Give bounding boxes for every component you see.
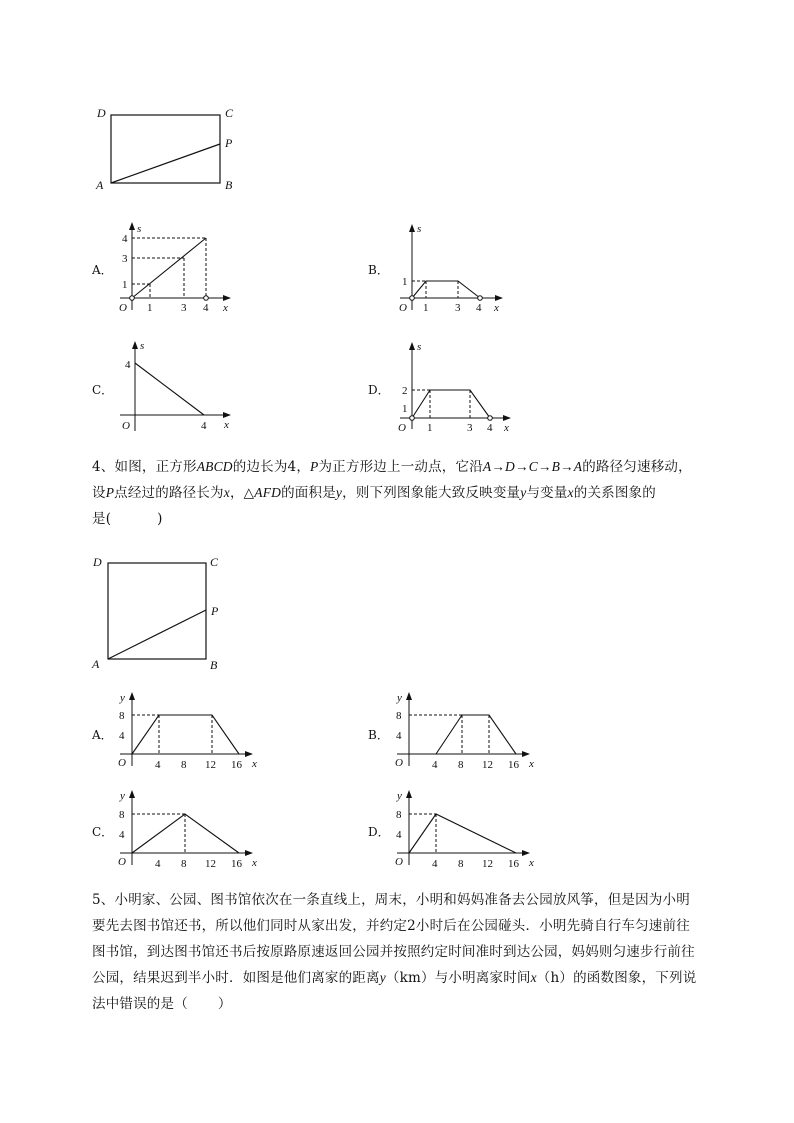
text-run: 小明家、公园、图书馆依次在一条直线上，周末，小明和妈妈准备去公园放风筝，但是因为小明 (114, 892, 690, 908)
origin-label: O (399, 302, 407, 314)
tick-x-1: 1 (427, 422, 433, 434)
q4-option-a-graph (110, 688, 270, 778)
question-number: 4、 (92, 459, 115, 475)
tick-y-1: 1 (122, 279, 128, 291)
tick-x-8: 8 (181, 759, 187, 771)
y-axis-label: y (120, 692, 125, 704)
vertex-a: A (96, 178, 104, 192)
tick-x-12: 12 (205, 858, 216, 870)
x-axis-arrow-icon (495, 295, 503, 301)
q4-option-d-label[interactable]: D． (368, 825, 390, 839)
y-axis-label: y (397, 692, 402, 704)
text-run: ，△ (229, 485, 255, 501)
x-axis-arrow-icon (522, 751, 530, 757)
q4-option-c-graph (110, 786, 270, 876)
y-axis-arrow-icon (406, 790, 412, 798)
origin-label: O (398, 422, 406, 434)
y-axis-arrow-icon (129, 692, 135, 700)
open-point-x4 (204, 296, 209, 301)
square-abcd (108, 563, 206, 659)
question-number: 5、 (92, 892, 115, 908)
tick-x-16: 16 (231, 759, 242, 771)
text-run: 点经过的路径长为 (114, 485, 224, 501)
x-axis-arrow-icon (245, 751, 253, 757)
math-y: y (520, 485, 527, 500)
tick-x-1: 1 (423, 302, 429, 314)
math-y: y (379, 970, 386, 985)
y-axis-arrow-icon (409, 342, 415, 350)
x-axis-label: x (252, 758, 257, 770)
y-axis-label: y (397, 790, 402, 802)
q3-option-d-graph (390, 335, 520, 440)
tick-x-12: 12 (482, 858, 493, 870)
tick-x-4: 4 (203, 302, 209, 314)
text-run: 与变量 (526, 485, 568, 501)
vertex-b: B (210, 658, 218, 672)
x-axis-label: x (504, 422, 509, 434)
text-run: 的关系图象的 (573, 485, 656, 501)
graph-segment (132, 238, 206, 298)
math-p: P (105, 485, 115, 500)
q4-option-a-label[interactable]: A． (92, 728, 113, 742)
tick-y-4: 4 (125, 359, 131, 371)
text-run: （km）与小明离家时间 (385, 970, 531, 986)
math-x: x (567, 485, 574, 500)
graph-trapezoid (412, 281, 480, 298)
x-axis-label: x (529, 857, 534, 869)
tick-x-16: 16 (231, 858, 242, 870)
tick-x-8: 8 (458, 759, 464, 771)
q3-option-b-label[interactable]: B． (368, 263, 389, 277)
rectangle-abcd (111, 115, 220, 183)
q3-option-d-label[interactable]: D． (368, 383, 390, 397)
segment-ap (108, 610, 206, 659)
y-axis-label: y (120, 790, 125, 802)
x-axis-label: x (223, 302, 228, 314)
math-y: y (335, 485, 343, 500)
tick-x-4: 4 (155, 759, 161, 771)
tick-y-2: 2 (402, 385, 408, 397)
tick-y-1: 1 (402, 403, 408, 415)
q3-option-a-label[interactable]: A． (92, 263, 113, 277)
y-axis-label: s (137, 223, 142, 235)
y-axis-arrow-icon (132, 341, 138, 349)
text-run: 设 (92, 485, 106, 501)
vertex-d: D (93, 555, 102, 569)
text-run: 的路径匀速移动， (582, 459, 692, 475)
graph-trapezoid (132, 715, 239, 754)
q3-option-c-graph (110, 335, 240, 435)
y-axis-label: s (140, 340, 145, 352)
text-run: 公园，结果迟到半小时．如图是他们离家的距离 (92, 970, 380, 986)
open-point-x4 (488, 416, 493, 421)
x-axis-arrow-icon (223, 412, 231, 418)
text-run: （h）的函数图象，下列说 (536, 970, 697, 986)
segment-ap (111, 144, 220, 183)
vertex-p: P (225, 136, 233, 150)
q3-option-c-label[interactable]: C． (92, 383, 114, 397)
y-axis-arrow-icon (409, 224, 415, 232)
q4-option-d-graph (387, 786, 547, 876)
tick-x-4: 4 (155, 858, 161, 870)
tick-y-1: 1 (402, 276, 408, 288)
graph-triangle (409, 814, 516, 853)
tick-x-4: 4 (201, 420, 207, 432)
tick-x-3: 3 (455, 302, 461, 314)
origin-label: O (395, 757, 403, 769)
math-path: A→D→C→B→A (482, 459, 583, 474)
origin-label: O (119, 302, 127, 314)
tick-y-8: 8 (396, 809, 402, 821)
vertex-c: C (225, 106, 234, 120)
tick-x-8: 8 (458, 858, 464, 870)
tick-x-16: 16 (508, 858, 519, 870)
origin-label: O (122, 420, 130, 432)
math-afd: AFD (254, 485, 282, 500)
tick-x-12: 12 (205, 759, 216, 771)
text-run: 是( (92, 511, 112, 527)
text-run: 图书馆，到达图书馆还书后按原路原速返回公园并按照约定时间准时到达公园，妈妈则匀速步行前往 (92, 944, 695, 960)
math-abcd: ABCD (196, 459, 233, 474)
tick-x-3: 3 (181, 302, 187, 314)
tick-y-4: 4 (119, 829, 125, 841)
y-axis-label: s (417, 341, 422, 353)
q4-option-c-label[interactable]: C． (92, 825, 114, 839)
vertex-p: P (211, 604, 219, 618)
tick-x-3: 3 (467, 422, 473, 434)
text-run: 法中错误的是（ (92, 996, 188, 1012)
q3-rectangle-figure (90, 100, 250, 200)
text-run: 的边长为4， (232, 459, 311, 475)
q4-option-b-label[interactable]: B． (368, 728, 389, 742)
x-axis-arrow-icon (245, 850, 253, 856)
tick-x-4: 4 (487, 422, 493, 434)
tick-x-16: 16 (508, 759, 519, 771)
x-axis-arrow-icon (522, 850, 530, 856)
tick-x-1: 1 (147, 302, 153, 314)
tick-x-4: 4 (476, 302, 482, 314)
q3-option-a-graph (110, 218, 240, 318)
tick-x-8: 8 (181, 858, 187, 870)
text-run: 为正方形边上一动点，它沿 (318, 459, 483, 475)
x-axis-label: x (529, 758, 534, 770)
x-axis-label: x (224, 419, 229, 431)
tick-y-8: 8 (119, 710, 125, 722)
graph-trapezoid (412, 390, 490, 418)
x-axis-label: x (494, 302, 499, 314)
tick-x-4: 4 (432, 759, 438, 771)
open-point-origin (410, 416, 415, 421)
y-axis-arrow-icon (129, 790, 135, 798)
math-x: x (530, 970, 537, 985)
text-run: 如图，正方形 (114, 459, 197, 475)
vertex-b: B (225, 178, 233, 192)
question-5-text (92, 887, 752, 1017)
tick-y-4: 4 (396, 730, 402, 742)
text-run: ) (157, 511, 163, 527)
question-4-text (92, 454, 752, 532)
math-p: P (310, 459, 319, 474)
origin-label: O (395, 856, 403, 868)
tick-y-4: 4 (396, 829, 402, 841)
open-point-origin (130, 296, 135, 301)
graph-segment (135, 363, 204, 415)
text-run: ） (217, 996, 232, 1012)
text-run: 要先去图书馆还书，所以他们同时从家出发，并约定2小时后在公园碰头．小明先骑自行车匀速前往 (92, 918, 690, 934)
vertex-a: A (92, 657, 100, 671)
graph-trapezoid (436, 715, 516, 754)
y-axis-arrow-icon (406, 692, 412, 700)
q4-square-figure (88, 548, 238, 676)
open-point-origin (410, 296, 415, 301)
tick-y-4: 4 (122, 233, 128, 245)
text-run: 的面积是 (281, 485, 336, 501)
x-axis-arrow-icon (503, 415, 511, 421)
tick-x-12: 12 (482, 759, 493, 771)
tick-y-8: 8 (396, 710, 402, 722)
tick-y-4: 4 (119, 730, 125, 742)
tick-x-4: 4 (432, 858, 438, 870)
x-axis-arrow-icon (223, 295, 231, 301)
q3-option-b-graph (390, 218, 520, 318)
origin-label: O (118, 757, 126, 769)
tick-y-3: 3 (122, 253, 128, 265)
y-axis-label: s (417, 223, 422, 235)
open-point-x4 (478, 296, 483, 301)
origin-label: O (118, 856, 126, 868)
vertex-d: D (97, 106, 106, 120)
math-x: x (223, 485, 230, 500)
tick-y-8: 8 (119, 809, 125, 821)
q4-option-b-graph (387, 688, 547, 778)
y-axis-arrow-icon (129, 222, 135, 230)
x-axis-label: x (252, 857, 257, 869)
vertex-c: C (210, 555, 219, 569)
text-run: ，则下列图象能大致反映变量 (342, 485, 521, 501)
